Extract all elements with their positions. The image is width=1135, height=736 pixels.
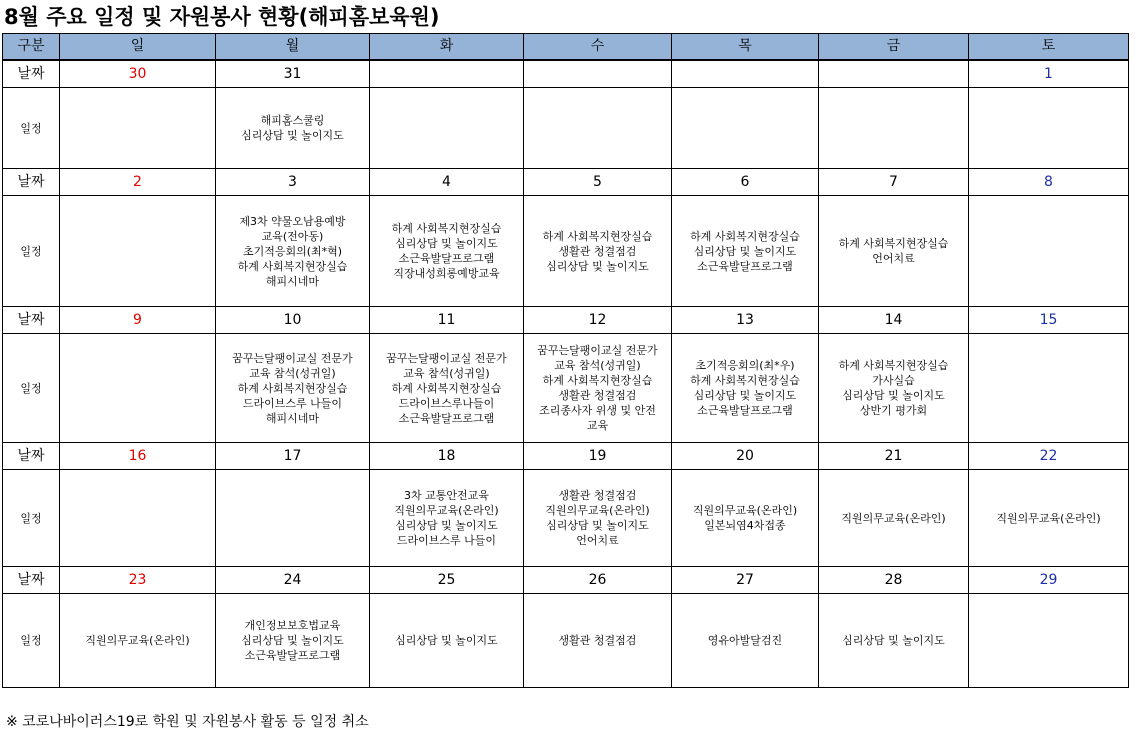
row-label-date: 날짜 (3, 443, 60, 470)
schedule-table (2, 33, 1129, 688)
event-item: 직원의무교육(온라인) (85, 634, 190, 647)
schedule-cell (819, 470, 969, 567)
event-item: 소근육발달프로그램 (697, 404, 793, 417)
schedule-cell (216, 88, 370, 169)
date-cell: 9 (60, 307, 216, 334)
event-item: 심리상담 및 놀이지도 (693, 389, 797, 402)
schedule-cell (672, 594, 819, 688)
event-item: 심리상담 및 놀이지도 (241, 129, 344, 142)
event-item: 심리상담 및 놀이지도 (241, 634, 344, 647)
event-item: 하계 사회복지현장실습 (391, 222, 502, 235)
event-item: 소근육발달프로그램 (244, 649, 341, 662)
schedule-cell (216, 594, 370, 688)
event-item: 심리상담 및 놀이지도 (395, 634, 498, 647)
event-item: 심리상담 및 놀이지도 (546, 259, 649, 273)
schedule-cell (370, 88, 524, 169)
schedule-cell (60, 88, 216, 169)
date-row (3, 443, 1129, 470)
event-item: 조리종사자 위생 및 안전 (539, 404, 656, 417)
date-cell: 24 (216, 567, 370, 594)
event-item: 초기적응회의(최*우) (695, 359, 795, 372)
header-day: 화 (370, 34, 524, 61)
date-cell (524, 60, 672, 88)
date-cell: 16 (60, 443, 216, 470)
date-cell: 7 (819, 169, 969, 196)
event-item: 하계 사회복지현장실습 (838, 237, 949, 250)
event-item: 교육(전아동) (261, 229, 324, 243)
date-cell: 10 (216, 307, 370, 334)
event-item: 생활관 청결점검 (558, 634, 637, 647)
date-row (3, 60, 1129, 88)
date-cell: 1 (969, 60, 1129, 88)
schedule-cell (969, 334, 1129, 443)
schedule-cell (819, 88, 969, 169)
event-item: 제3차 약물오남용예방 (239, 214, 346, 228)
schedule-cell (524, 334, 672, 443)
event-item: 하계 사회복지현장실습 (391, 381, 502, 395)
header-day: 일 (60, 34, 216, 61)
schedule-cell (969, 88, 1129, 169)
event-item: 직원의무교육(온라인) (394, 504, 499, 517)
date-cell: 15 (969, 307, 1129, 334)
date-cell: 2 (60, 169, 216, 196)
date-cell: 4 (370, 169, 524, 196)
schedule-cell (524, 470, 672, 567)
row-label-schedule: 일정 (3, 470, 60, 567)
header-day: 월 (216, 34, 370, 61)
date-cell: 29 (969, 567, 1129, 594)
header-row (3, 34, 1129, 61)
event-item: 심리상담 및 놀이지도 (546, 519, 649, 532)
row-label-schedule: 일정 (3, 334, 60, 443)
schedule-cell (672, 196, 819, 307)
schedule-cell (216, 470, 370, 567)
date-cell: 14 (819, 307, 969, 334)
header-day: 수 (524, 34, 672, 61)
date-cell: 28 (819, 567, 969, 594)
event-item: 생활관 청결점검 (558, 389, 637, 402)
date-cell: 23 (60, 567, 216, 594)
event-item: 교육 참석(성귀일) (554, 359, 641, 372)
row-label-schedule: 일정 (3, 196, 60, 307)
schedule-cell (370, 196, 524, 307)
row-label-date: 날짜 (3, 169, 60, 196)
event-item: 생활관 청결점검 (558, 489, 637, 502)
date-cell: 8 (969, 169, 1129, 196)
event-item: 하계 사회복지현장실습 (542, 374, 653, 387)
schedule-cell (60, 334, 216, 443)
date-cell (819, 60, 969, 88)
event-item: 심리상담 및 놀이지도 (693, 244, 797, 258)
schedule-cell (672, 88, 819, 169)
row-label-date: 날짜 (3, 307, 60, 334)
event-item: 일본뇌염4차접종 (704, 519, 786, 532)
date-cell: 18 (370, 443, 524, 470)
event-item: 직원의무교육(온라인) (841, 511, 946, 525)
schedule-cell (672, 334, 819, 443)
date-cell: 17 (216, 443, 370, 470)
event-item: 언어치료 (576, 534, 619, 547)
date-row (3, 169, 1129, 196)
event-item: 교육 참석(성귀일) (403, 366, 490, 380)
date-cell: 5 (524, 169, 672, 196)
schedule-cell (216, 196, 370, 307)
date-cell: 31 (216, 60, 370, 88)
date-cell: 12 (524, 307, 672, 334)
event-item: 언어치료 (872, 252, 915, 265)
schedule-cell (969, 594, 1129, 688)
schedule-cell (672, 470, 819, 567)
date-cell: 3 (216, 169, 370, 196)
date-cell: 11 (370, 307, 524, 334)
schedule-cell (819, 196, 969, 307)
row-label-schedule: 일정 (3, 88, 60, 169)
date-cell: 13 (672, 307, 819, 334)
event-item: 꿈꾸는달팽이교실 전문가 (386, 351, 507, 365)
event-item: 초기적응회의(최*혁) (242, 244, 343, 258)
page-title: 8월 주요 일정 및 자원봉사 현황(해피홈보육원) (4, 5, 440, 29)
date-cell: 6 (672, 169, 819, 196)
event-item: 개인정보보호법교육 (244, 619, 341, 632)
schedule-cell (216, 334, 370, 443)
date-row (3, 307, 1129, 334)
event-item: 소근육발달프로그램 (398, 252, 495, 265)
date-cell: 22 (969, 443, 1129, 470)
event-item: 하계 사회복지현장실습 (237, 259, 348, 273)
event-item: 3차 교통안전교육 (404, 489, 489, 502)
event-item: 영유아발달검진 (707, 634, 783, 647)
event-item: 직원의무교육(온라인) (996, 511, 1101, 525)
header-day: 목 (672, 34, 819, 61)
row-label-date: 날짜 (3, 567, 60, 594)
event-item: 해피시네마 (265, 411, 320, 425)
footnote: ※ 코로나바이러스19로 학원 및 자원봉사 활동 등 일정 취소 (6, 714, 369, 730)
event-item: 심리상담 및 놀이지도 (395, 519, 498, 532)
event-item: 심리상담 및 놀이지도 (842, 389, 945, 402)
schedule-cell (819, 334, 969, 443)
event-item: 직원의무교육(온라인) (545, 504, 650, 517)
schedule-cell (524, 196, 672, 307)
schedule-cell (969, 196, 1129, 307)
schedule-cell (524, 594, 672, 688)
schedule-cell (60, 196, 216, 307)
event-item: 상반기 평가회 (859, 404, 928, 417)
event-item: 하계 사회복지현장실습 (838, 359, 949, 372)
schedule-cell (60, 470, 216, 567)
schedule-row (3, 334, 1129, 443)
event-item: 가사실습 (872, 374, 915, 387)
event-item: 심리상담 및 놀이지도 (395, 237, 498, 250)
schedule-row (3, 88, 1129, 169)
row-label-date: 날짜 (3, 60, 60, 88)
event-item: 직장내성희롱예방교육 (393, 267, 500, 280)
event-item: 소근육발달프로그램 (697, 259, 793, 273)
date-row (3, 567, 1129, 594)
date-cell: 20 (672, 443, 819, 470)
schedule-cell (60, 594, 216, 688)
event-item: 해피시네마 (265, 274, 320, 288)
date-cell: 26 (524, 567, 672, 594)
event-item: 교육 (586, 419, 609, 432)
header-day: 금 (819, 34, 969, 61)
header-day: 토 (969, 34, 1129, 61)
date-cell: 19 (524, 443, 672, 470)
schedule-cell (524, 88, 672, 169)
event-item: 하계 사회복지현장실습 (542, 229, 653, 243)
event-item: 드라이브스루나들이 (398, 396, 495, 410)
event-item: 교육 참석(성귀일) (249, 366, 336, 380)
event-item: 드라이브스루 나들이 (242, 396, 343, 410)
schedule-row (3, 594, 1129, 688)
schedule-cell (370, 470, 524, 567)
row-label-schedule: 일정 (3, 594, 60, 688)
event-item: 하계 사회복지현장실습 (690, 229, 800, 243)
event-item: 드라이브스루 나들이 (396, 534, 497, 547)
schedule-cell (969, 470, 1129, 567)
event-item: 해피홈스쿨링 (260, 114, 325, 127)
event-item: 생활관 청결점검 (558, 244, 637, 258)
event-item: 꿈꾸는달팽이교실 전문가 (232, 351, 353, 365)
schedule-cell (370, 594, 524, 688)
event-item: 직원의무교육(온라인) (692, 504, 798, 517)
event-item: 하계 사회복지현장실습 (237, 381, 348, 395)
event-item: 심리상담 및 놀이지도 (842, 634, 945, 647)
schedule-cell (819, 594, 969, 688)
event-item: 소근육발달프로그램 (398, 411, 495, 425)
date-cell: 30 (60, 60, 216, 88)
header-category: 구분 (3, 34, 60, 61)
schedule-row (3, 470, 1129, 567)
schedule-row (3, 196, 1129, 307)
calendar-body (3, 60, 1129, 688)
schedule-cell (370, 334, 524, 443)
date-cell: 21 (819, 443, 969, 470)
date-cell (672, 60, 819, 88)
date-cell (370, 60, 524, 88)
date-cell: 27 (672, 567, 819, 594)
event-item: 하계 사회복지현장실습 (690, 374, 800, 387)
date-cell: 25 (370, 567, 524, 594)
event-item: 꿈꾸는달팽이교실 전문가 (537, 344, 658, 357)
